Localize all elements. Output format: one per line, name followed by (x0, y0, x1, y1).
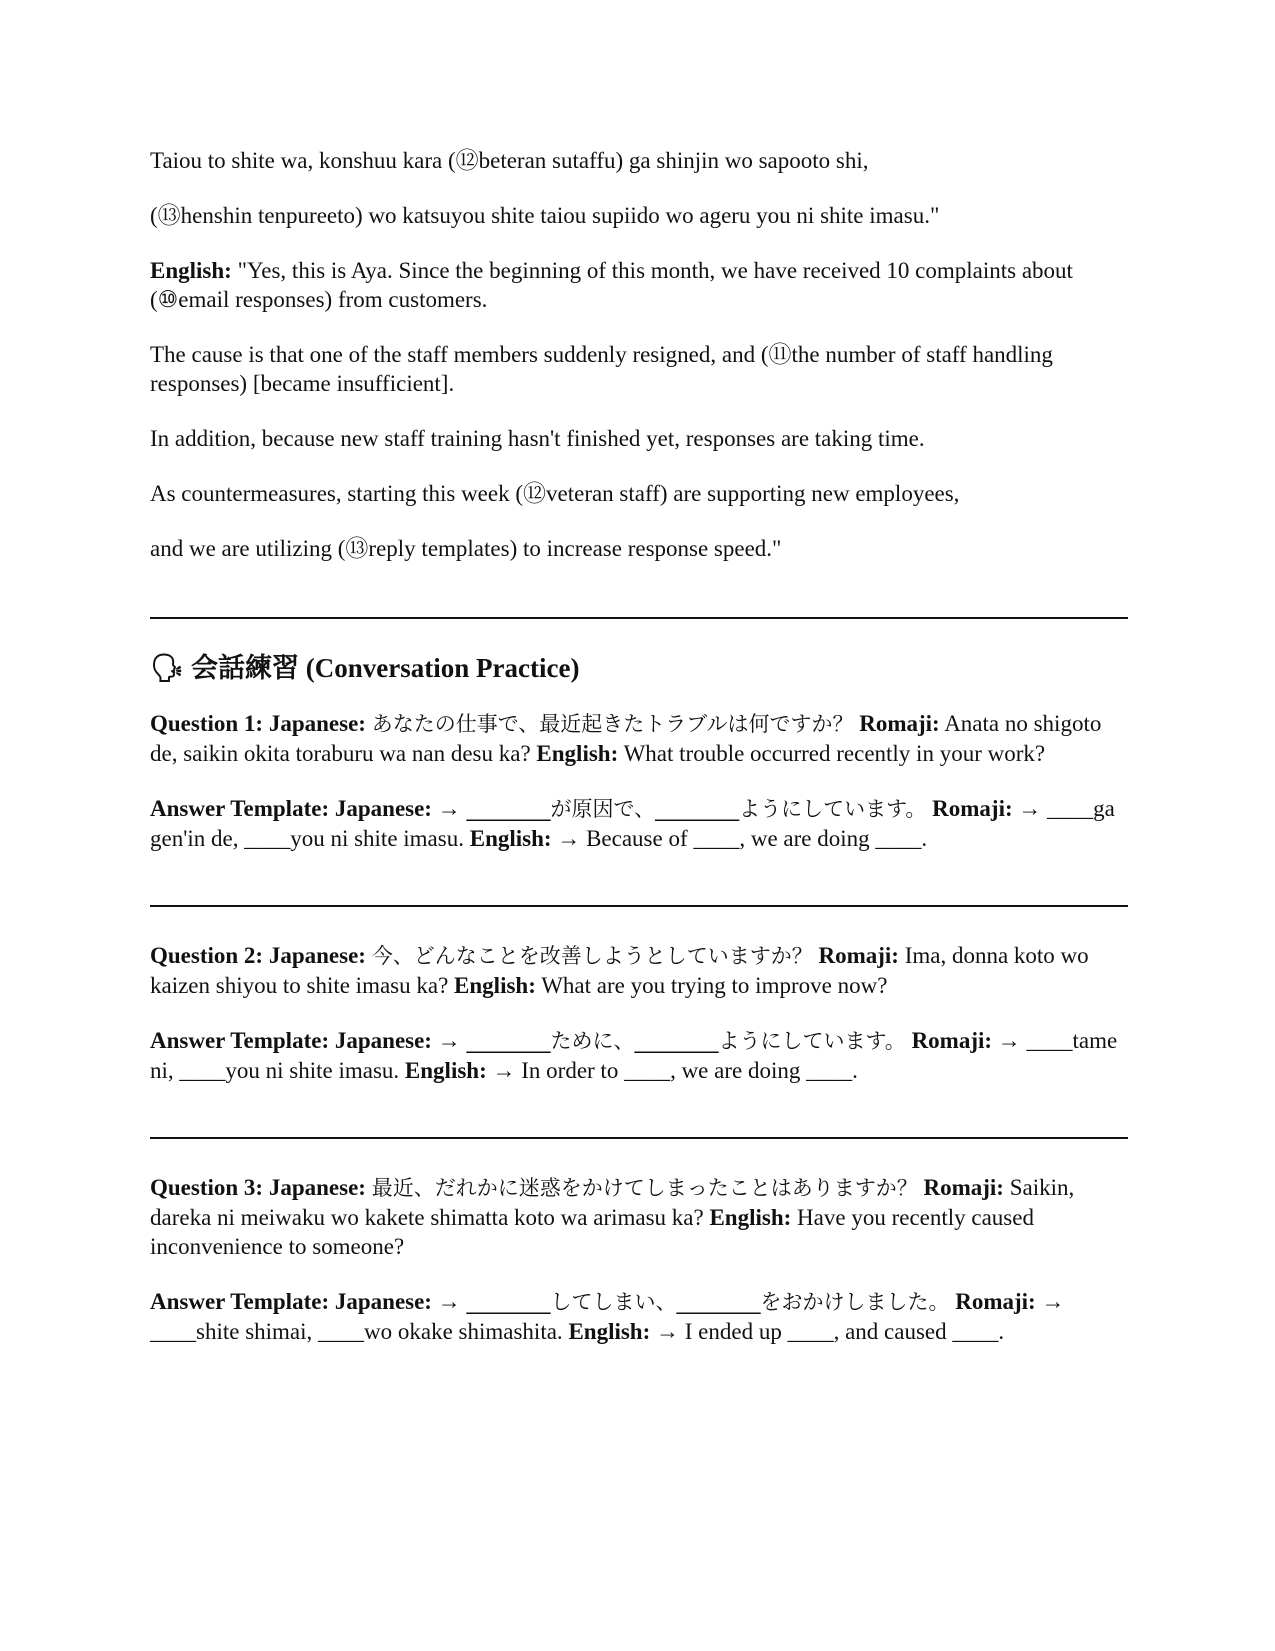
japanese-label: Japanese: (268, 943, 366, 968)
question-label: Question 1: (150, 711, 264, 736)
question-english: What trouble occurred recently in your work? (623, 741, 1046, 766)
question-japanese: 今、どんなことを改善しようとしていますか？ (371, 944, 813, 968)
answer-template-label: Answer Template: (150, 1289, 330, 1314)
arrow-icon: → (656, 1319, 680, 1344)
english-label: English: (404, 1058, 487, 1083)
answer-template-label: Answer Template: (150, 1028, 330, 1053)
template-romaji: ____shite shimai, ____wo okake shimashita. (150, 1319, 563, 1344)
template-japanese: ________が原因で、________ようにしています。 (466, 797, 927, 821)
japanese-label: Japanese: (334, 1028, 432, 1053)
question-english: What are you trying to improve now? (541, 973, 888, 998)
english-paragraph-1 (150, 256, 1128, 314)
japanese-label: Japanese: (268, 711, 366, 736)
template-english: Because of ____, we are doing ____. (586, 826, 928, 851)
arrow-icon: → (492, 1058, 516, 1083)
japanese-label: Japanese: (268, 1175, 366, 1200)
question-1 (150, 709, 1128, 768)
speaking-head-icon: 🗣 (150, 653, 185, 683)
arrow-icon: → (437, 796, 461, 821)
question-japanese: 最近、だれかに迷惑をかけてしまったことはありますか？ (371, 1176, 918, 1200)
document-page (150, 146, 1128, 1346)
template-romaji: ____ga gen'in de, ____you ni shite imasu. (150, 796, 1115, 851)
template-english: I ended up ____, and caused ____. (684, 1319, 1005, 1344)
arrow-icon: → (1041, 1289, 1065, 1314)
romaji-label: Romaji: (818, 943, 899, 968)
question-romaji: Saikin, dareka ni meiwaku wo kakete shimatta koto wa arimasu ka? (150, 1175, 1075, 1230)
arrow-icon: → (557, 826, 581, 851)
question-romaji: Anata no shigoto de, saikin okita toraburu wa nan desu ka? (150, 711, 1102, 766)
section-divider (150, 1137, 1128, 1139)
english-label: English: (709, 1205, 792, 1230)
japanese-label: Japanese: (334, 1289, 432, 1314)
english-paragraph-5: and we are utilizing (⑬reply templates) to increase response speed." (150, 536, 782, 561)
question-2 (150, 941, 1128, 1000)
romaji-line-2: (⑬henshin tenpureeto) wo katsuyou shite taiou supiido wo ageru you ni shite imasu." (150, 203, 940, 228)
template-japanese: ________してしまい、________をおかけしました。 (466, 1290, 950, 1314)
arrow-icon: → (437, 1289, 461, 1314)
question-3 (150, 1173, 1128, 1261)
english-label: English: (150, 258, 232, 283)
section-divider (150, 905, 1128, 907)
romaji-label: Romaji: (859, 711, 940, 736)
arrow-icon: → (997, 1028, 1021, 1053)
english-paragraph-2: The cause is that one of the staff members suddenly resigned, and (⑪the number of staff handling responses) [became insufficient]. (150, 342, 1053, 396)
japanese-label: Japanese: (334, 796, 432, 821)
question-label: Question 3: (150, 1175, 264, 1200)
question-english: Have you recently caused inconvenience to someone? (150, 1205, 1034, 1259)
english-paragraph-4: As countermeasures, starting this week (⑫veteran staff) are supporting new employees, (150, 481, 960, 506)
english-label: English: (469, 826, 552, 851)
arrow-icon: → (437, 1028, 461, 1053)
answer-template-3 (150, 1287, 1128, 1346)
english-label: English: (568, 1319, 651, 1344)
romaji-label: Romaji: (911, 1028, 993, 1053)
romaji-line-1: Taiou to shite wa, konshuu kara (⑫beteran sutaffu) ga shinjin wo sapooto shi, (150, 148, 869, 173)
answer-template-1 (150, 794, 1128, 853)
template-english: In order to ____, we are doing ____. (521, 1058, 858, 1083)
template-japanese: ________ために、________ようにしています。 (466, 1029, 906, 1053)
arrow-icon: → (1018, 796, 1042, 821)
english-label: English: (536, 741, 619, 766)
romaji-label: Romaji: (923, 1175, 1004, 1200)
english-text-1: "Yes, this is Aya. Since the beginning of this month, we have received 10 complaints about (⑩email responses) from customers. (150, 258, 1073, 312)
template-romaji: ____tame ni, ____you ni shite imasu. (150, 1028, 1118, 1083)
answer-template-label: Answer Template: (150, 796, 330, 821)
question-romaji: Ima, donna koto wo kaizen shiyou to shite imasu ka? (150, 943, 1089, 998)
conversation-heading-text: 会話練習 (Conversation Practice) (191, 653, 580, 683)
romaji-label: Romaji: (932, 796, 1013, 821)
question-label: Question 2: (150, 943, 264, 968)
english-label: English: (454, 973, 536, 998)
romaji-label: Romaji: (955, 1289, 1036, 1314)
question-japanese: あなたの仕事で、最近起きたトラブルは何ですか？ (371, 712, 854, 736)
english-paragraph-3: In addition, because new staff training hasn't finished yet, responses are taking time. (150, 426, 925, 451)
answer-template-2 (150, 1026, 1128, 1085)
section-divider (150, 617, 1128, 619)
conversation-heading (150, 651, 1128, 685)
